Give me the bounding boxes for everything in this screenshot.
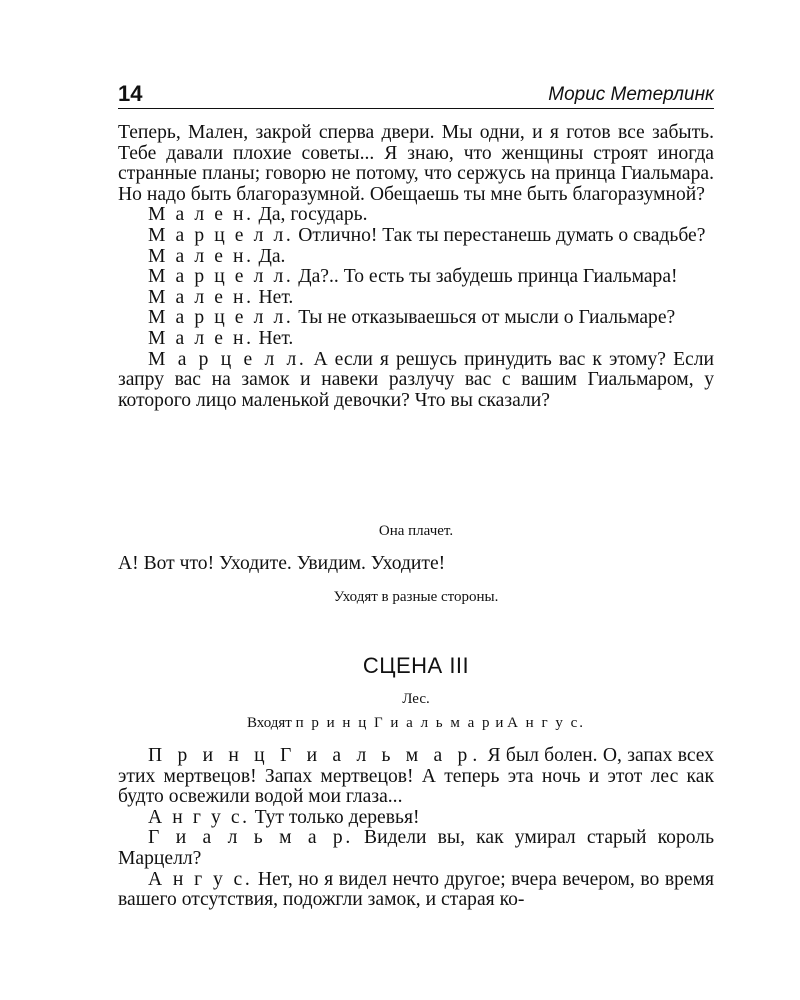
speaker-name: М а л е н. <box>148 327 254 349</box>
dialogue-line <box>118 247 714 268</box>
entry-character: А н г у с. <box>507 715 586 731</box>
dialogue-line <box>118 329 714 350</box>
exclamation-line: А! Вот что! Уходите. Увидим. Уходите! <box>118 553 446 574</box>
entry-prefix: Входят <box>246 715 296 731</box>
speaker-name: М а р ц е л л. <box>148 348 307 370</box>
speaker-name: Г и а л ь м а р. <box>148 827 353 849</box>
page-header <box>118 82 714 109</box>
dialogue-line <box>118 746 714 808</box>
line-text: Да. <box>253 245 286 267</box>
line-text: Отлично! Так ты перестанешь думать о свадьбе? <box>293 224 706 246</box>
speaker-name: М а л е н. <box>148 245 254 267</box>
line-text: Я был болен. О, запах всех этих мертвецов! Запах мертвецов! А теперь эта ночь и этот лес как будто освежили водой мои глаза... <box>118 745 714 808</box>
speaker-name: М а р ц е л л. <box>148 266 294 288</box>
speaker-name: М а р ц е л л. <box>148 224 294 246</box>
line-text: Нет. <box>253 286 294 308</box>
scene-entry <box>118 714 714 732</box>
line-text: А если я решусь принудить вас к этому? Если запру вас на замок и навеки разлучу вас с вашим Гиальмаром, у которого лицо маленькой девочки? Что вы сказали? <box>118 348 714 411</box>
line-text: Ты не отказываешься от мысли о Гиальмаре? <box>293 307 676 329</box>
stage-direction: Уходят в разные стороны. <box>333 589 499 605</box>
line-text: Тут только деревья! <box>249 806 420 828</box>
dialogue-line <box>118 288 714 309</box>
speaker-name: П р и н ц Г и а л ь м а р. <box>148 745 483 766</box>
entry-and: и <box>491 715 508 731</box>
dialogue-block-1 <box>118 123 714 411</box>
page-number: 14 <box>118 81 143 106</box>
dialogue-line <box>118 870 714 911</box>
speaker-name: М а л е н. <box>148 286 254 308</box>
line-text: Нет. <box>253 327 294 349</box>
scene-place: Лес. <box>402 691 430 707</box>
dialogue-line <box>118 350 714 412</box>
scene-heading: СЦЕНА III <box>362 653 470 678</box>
paragraph: Теперь, Мален, закрой сперва двери. Мы одни, и я готов все забыть. Тебе давали плохие советы... Я знаю, что женщины строят иногда странные планы; говорю не потому, что сержусь на принца Гиальмара. Но надо быть благоразумной. Обещаешь ты мне быть благоразумной? <box>118 122 714 205</box>
dialogue-line <box>118 226 714 247</box>
dialogue-line <box>118 205 714 226</box>
entry-character: п р и н ц Г и а л ь м а р <box>295 715 492 731</box>
speaker-name: А н г у с. <box>148 806 250 828</box>
speaker-name: А н г у с. <box>148 868 253 890</box>
dialogue-line <box>118 828 714 869</box>
dialogue-line <box>118 808 714 829</box>
speaker-name: М а л е н. <box>148 204 254 226</box>
dialogue-line <box>118 308 714 329</box>
dialogue-block-2 <box>118 746 714 911</box>
stage-direction: Она плачет. <box>378 523 454 539</box>
dialogue-line <box>118 267 714 288</box>
speaker-name: М а р ц е л л. <box>148 307 294 329</box>
running-title: Морис Метерлинк <box>548 84 714 105</box>
line-text: Да, государь. <box>253 204 368 226</box>
line-text: Нет, но я видел нечто другое; вчера вечером, во время вашего отсутствия, подожгли замок, и старая ко- <box>118 868 714 911</box>
line-text: Видели вы, как умирал старый король Марцелл? <box>118 827 715 869</box>
line-text: Да?.. То есть ты забудешь принца Гиальмара! <box>293 266 678 288</box>
